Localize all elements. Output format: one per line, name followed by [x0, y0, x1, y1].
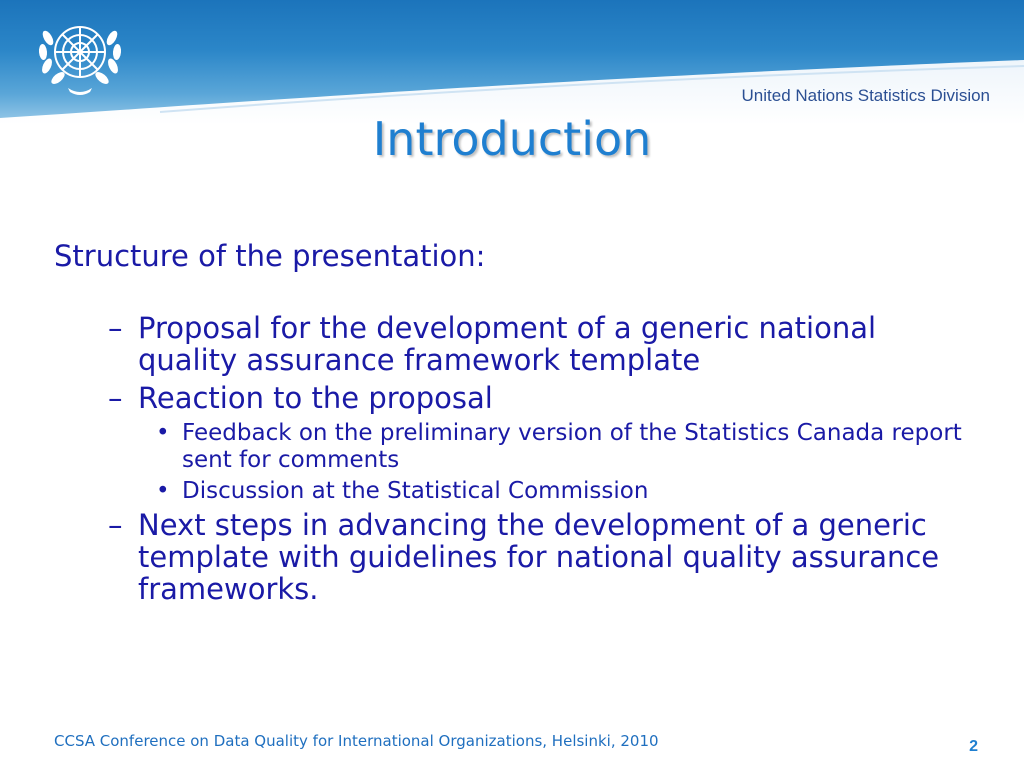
organization-name: United Nations Statistics Division: [741, 86, 990, 105]
list-item-level1: [54, 382, 974, 414]
bullet-marker: •: [156, 478, 170, 504]
header-swoosh: [0, 0, 1024, 125]
list-item-level2: [54, 420, 974, 474]
list-item-text: Reaction to the proposal: [138, 381, 493, 415]
slide-body: [54, 238, 974, 611]
list-item-level1: [54, 509, 974, 605]
list-item-level1: [54, 312, 974, 376]
intro-line: Structure of the presentation:: [54, 239, 486, 273]
dash-marker: –: [108, 311, 123, 345]
footer-conference: CCSA Conference on Data Quality for International Organizations, Helsinki, 2010: [54, 732, 659, 750]
bullet-marker: •: [156, 420, 170, 446]
list-item-text: Next steps in advancing the development of a generic template with guidelines for national quality assurance frameworks.: [138, 508, 940, 606]
page-number: 2: [969, 738, 978, 755]
dash-marker: –: [108, 381, 123, 415]
dash-marker: –: [108, 508, 123, 542]
un-emblem-icon: [30, 8, 130, 100]
list-item-text: Feedback on the preliminary version of the Statistics Canada report sent for comments: [182, 420, 962, 473]
header-band: [0, 0, 1024, 125]
list-item-level2: [54, 478, 974, 505]
slide-title: Introduction: [372, 112, 652, 166]
list-item-text: Proposal for the development of a generic national quality assurance framework template: [138, 311, 877, 377]
list-item-text: Discussion at the Statistical Commission: [182, 478, 649, 504]
